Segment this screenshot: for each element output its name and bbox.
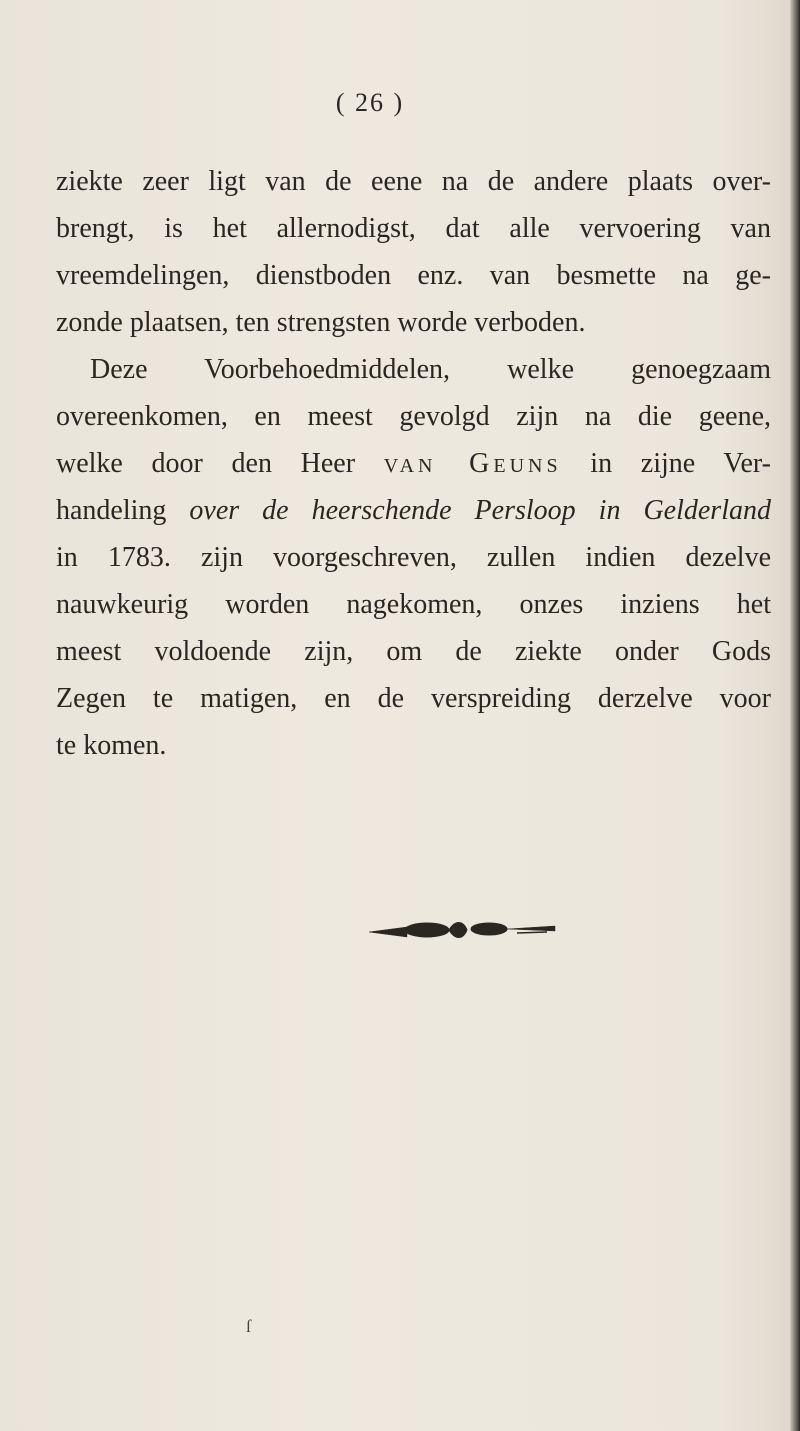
text-line [56,722,771,769]
text-segment: vreemdelingen, dienstboden enz. van besmette na ge- [56,260,771,291]
text-segment: nauwkeurig worden nagekomen, onzes inziens het [56,589,771,620]
text-segment: ziekte zeer ligt van de eene na de andere plaats over- [56,166,771,197]
text-segment: handeling [56,495,190,526]
text-segment: welke door den Heer [56,448,384,479]
text-line [56,581,771,628]
text-line [56,158,771,205]
text-line [56,393,771,440]
text-line [56,346,771,393]
author-name: van Geuns [383,448,562,479]
text-line [56,534,771,581]
page-number: ( 26 ) [335,88,405,117]
text-segment: meest voldoende zijn, om de ziekte onder Gods [56,636,771,667]
text-segment: in 1783. zijn voorgeschreven, zullen indien dezelve [56,542,771,573]
text-line [56,299,771,346]
text-line [56,252,771,299]
text-line [56,675,771,722]
text-segment: Deze Voorbehoedmiddelen, welke genoegzaam [90,354,771,385]
text-segment: in zijne Ver- [561,448,771,479]
text-segment: brengt, is het allernodigst, dat alle vervoering van [56,213,771,244]
text-segment: overeenkomen, en meest gevolgd zijn na die geene, [56,401,771,432]
italic-title: over de heerschende Persloop in Gelderland [189,495,771,526]
text-segment: zonde plaatsen, ten strengsten worde verboden. [56,307,586,338]
text-line [56,205,771,252]
text-line [56,440,771,487]
tail-piece-ornament-icon [367,918,557,942]
text-segment: Zegen te matigen, en de verspreiding derzelve voor [56,683,771,714]
text-segment: te komen. [56,730,167,761]
page-edge [790,0,800,1431]
text-line [56,628,771,675]
body-text [56,158,771,769]
footer-mark: ſ [246,1316,252,1336]
text-line [56,487,771,534]
